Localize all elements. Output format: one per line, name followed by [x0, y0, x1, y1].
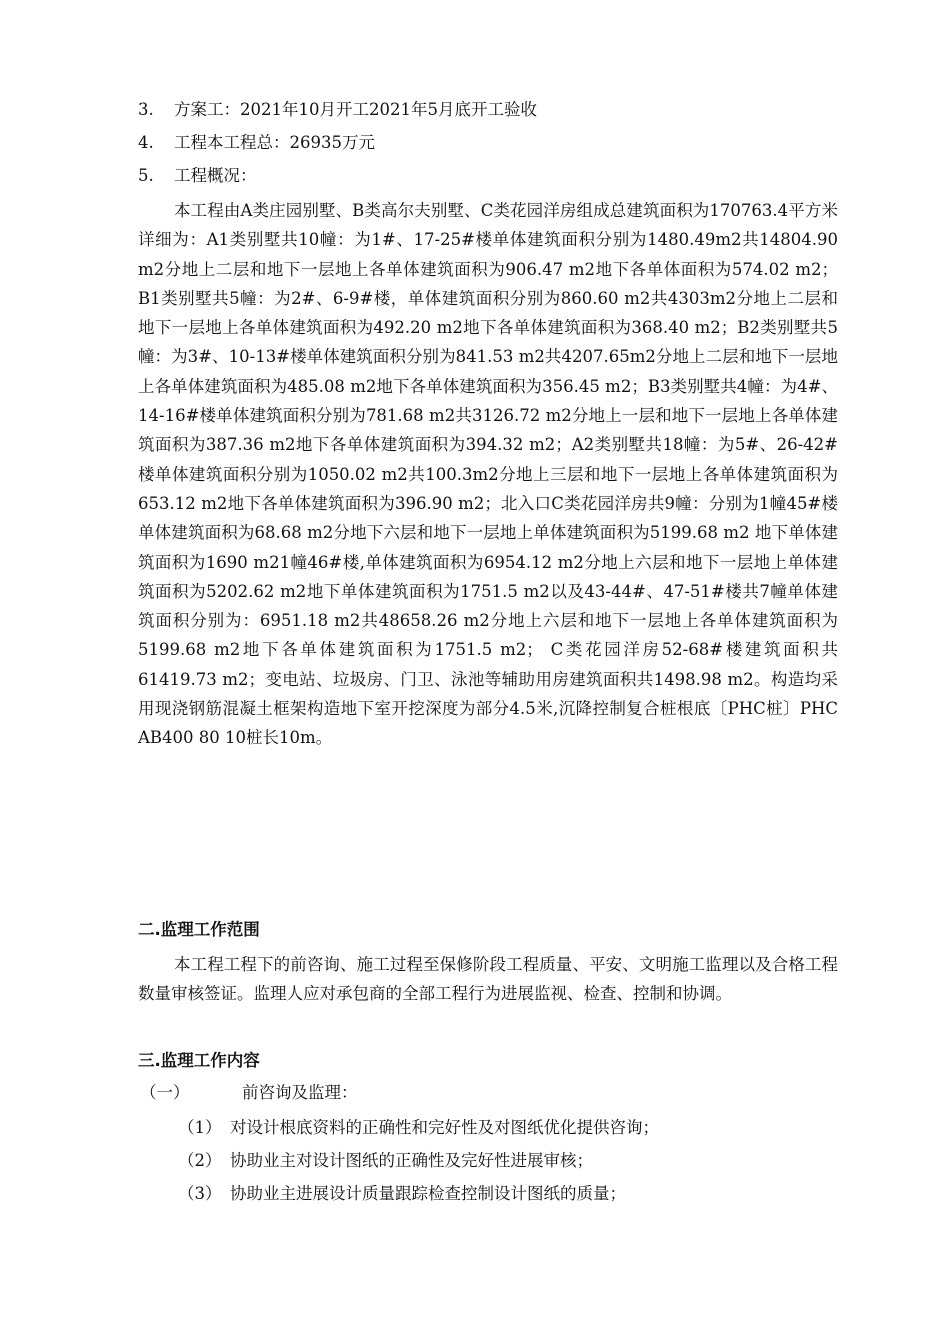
list-item-3	[138, 100, 537, 120]
section-2-heading: 二.监理工作范围	[138, 920, 260, 939]
item-text: 对设计根底资料的正确性和完好性及对图纸优化提供咨询；	[230, 1118, 659, 1137]
subsection-1	[140, 1083, 358, 1103]
overview-paragraph: 本工程由A类庄园别墅、B类高尔夫别墅、C类花园洋房组成总建筑面积为170763.4平方米详细为：A1类别墅共10幢：为1#、17-25#楼单体建筑面积分别为1480.49m2共14804.90 m2分地上二层和地下一层地上各单体建筑面积为906.47 m2地下各单体面积为574.02 m2；B1类别墅共5幢：为2#、6-9#楼，单体建筑面积分别为860.60 m2共4303m2分地上二层和地下一层地上各单体建筑面积为492.20 m2地下各单体建筑面积为368.40 m2；B2类别墅共5幢：为3#、10-13#楼单体建筑面积分别为841.53 m2共4207.65m2分地上二层和地下一层地上各单体建筑面积为485.08 m2地下各单体建筑面积为356.45 m2；B3类别墅共4幢：为4#、14-16#楼单体建筑面积分别为781.68 m2共3126.72 m2分地上一层和地下一层地上各单体建筑面积为387.36 m2地下各单体建筑面积为394.32 m2；A2类别墅共18幢：为5#、26-42#楼单体建筑面积分别为1050.02 m2共100.3m2分地上三层和地下一层地上各单体建筑面积为653.12 m2地下各单体建筑面积为396.90 m2；北入口C类花园洋房共9幢：分别为1幢45#楼单体建筑面积为68.68 m2分地下六层和地下一层地上单体建筑面积为5199.68 m2 地下单体建筑面积为1690 m21幢46#楼,单体建筑面积为6954.12 m2分地上六层和地下一层地上单体建筑面积为5202.62 m2地下单体建筑面积为1751.5 m2以及43-44#、47-51#楼共7幢单体建筑面积分别为：6951.18 m2共48658.26 m2分地上六层和地下一层地上各单体建筑面积为5199.68 m2地下各单体建筑面积为1751.5 m2； C类花园洋房52-68#楼建筑面积共61419.73 m2；变电站、垃圾房、门卫、泳池等辅助用房建筑面积共1498.98 m2。构造均采用现浇钢筋混凝土框架构造地下室开挖深度为部分4.5米,沉降控制复合桩根底〔PHC桩〕PHC AB400 80 10桩长10m。	[138, 201, 838, 748]
list-text: 工程本工程总：26935万元	[174, 133, 375, 152]
list-item-4	[138, 133, 375, 153]
item-text: 协助业主对设计图纸的正确性及完好性进展审核；	[230, 1151, 593, 1170]
item-tag: （1）	[178, 1118, 222, 1137]
list-number: 5.	[138, 166, 154, 185]
item-text: 协助业主进展设计质量跟踪检查控制设计图纸的质量；	[230, 1184, 626, 1203]
section-2-paragraph: 本工程工程下的前咨询、施工过程至保修阶段工程质量、平安、文明施工监理以及合格工程数量审核签证。监理人应对承包商的全部工程行为进展监视、检查、控制和协调。	[138, 955, 838, 1004]
content-item-3	[178, 1184, 626, 1204]
section-3-heading: 三.监理工作内容	[138, 1051, 260, 1070]
list-text: 工程概况：	[174, 166, 257, 185]
subsection-tag: （一）	[140, 1083, 190, 1102]
list-item-5	[138, 166, 257, 186]
subsection-text: 前咨询及监理：	[242, 1083, 358, 1102]
item-tag: （2）	[178, 1151, 222, 1170]
list-text: 方案工：2021年10月开工2021年5月底开工验收	[174, 100, 537, 119]
list-number: 4.	[138, 133, 154, 152]
content-item-2	[178, 1151, 593, 1171]
list-number: 3.	[138, 100, 154, 119]
content-item-1	[178, 1118, 659, 1138]
item-tag: （3）	[178, 1184, 222, 1203]
